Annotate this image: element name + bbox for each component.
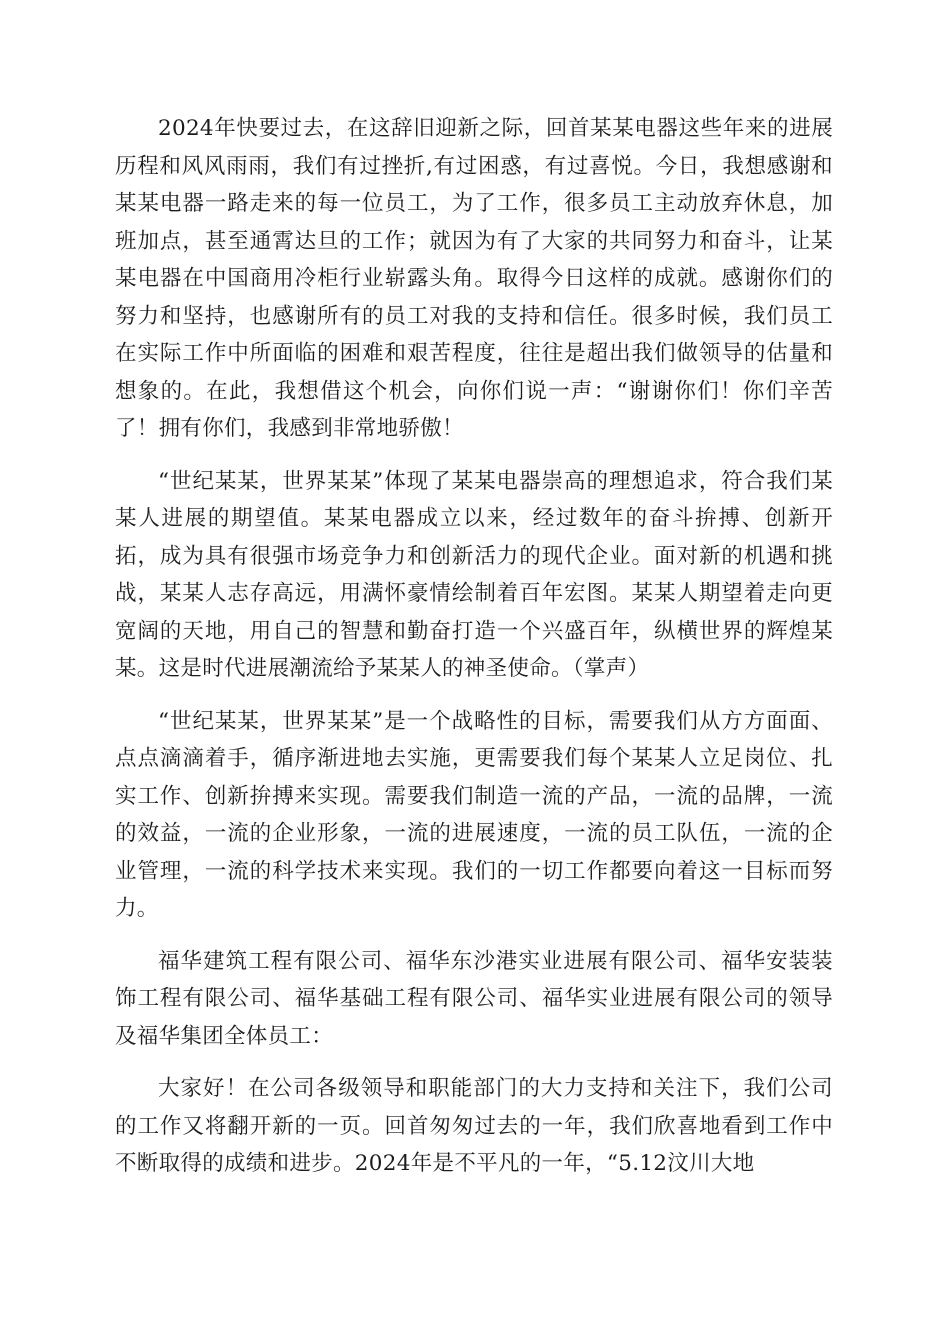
paragraph-1: 2024年快要过去，在这辞旧迎新之际，回首某某电器这些年来的进展历程和风风雨雨，我们有过挫折,有过困惑，有过喜悦。今日，我想感谢和某某电器一路走来的每一位员工，为了工作，很多员工主动放弃休息，加班加点，甚至通霄达旦的工作；就因为有了大家的共同努力和奋斗，让某某电器在中国商用冷柜行业崭露头角。取得今日这样的成就。感谢你们的努力和坚持，也感谢所有的员工对我的支持和信任。很多时候，我们员工在实际工作中所面临的困难和艰苦程度，往往是超出我们做领导的估量和想象的。在此，我想借这个机会，向你们说一声：“谢谢你们！你们辛苦了！拥有你们，我感到非常地骄傲！ [115,116,833,441]
paragraph-3: “世纪某某，世界某某”是一个战略性的目标，需要我们从方方面面、点点滴滴着手，循序渐进地去实施，更需要我们每个某某人立足岗位、扎实工作、创新拚搏来实现。需要我们制造一流的产品，一流的品牌，一流的效益，一流的企业形象，一流的进展速度，一流的员工队伍，一流的企业管理，一流的科学技术来实现。我们的一切工作都要向着这一目标而努力。 [115,708,833,921]
document-body [115,110,833,1198]
paragraph-5: 大家好！在公司各级领导和职能部门的大力支持和关注下，我们公司的工作又将翻开新的一页。回首匆匆过去的一年，我们欣喜地看到工作中不断取得的成绩和进步。2024年是不平凡的一年，“5.12汶川大地 [115,1076,833,1176]
paragraph-2: “世纪某某，世界某某”体现了某某电器崇高的理想追求，符合我们某某人进展的期望值。某某电器成立以来，经过数年的奋斗拚搏、创新开拓，成为具有很强市场竞争力和创新活力的现代企业。面对新的机遇和挑战，某某人志存高远，用满怀豪情绘制着百年宏图。某某人期望着走向更宽阔的天地，用自己的智慧和勤奋打造一个兴盛百年，纵横世界的辉煌某某。这是时代进展潮流给予某某人的神圣使命。（掌声） [115,468,833,681]
paragraph-4: 福华建筑工程有限公司、福华东沙港实业进展有限公司、福华安装装饰工程有限公司、福华基础工程有限公司、福华实业进展有限公司的领导及福华集团全体员工： [115,948,833,1049]
